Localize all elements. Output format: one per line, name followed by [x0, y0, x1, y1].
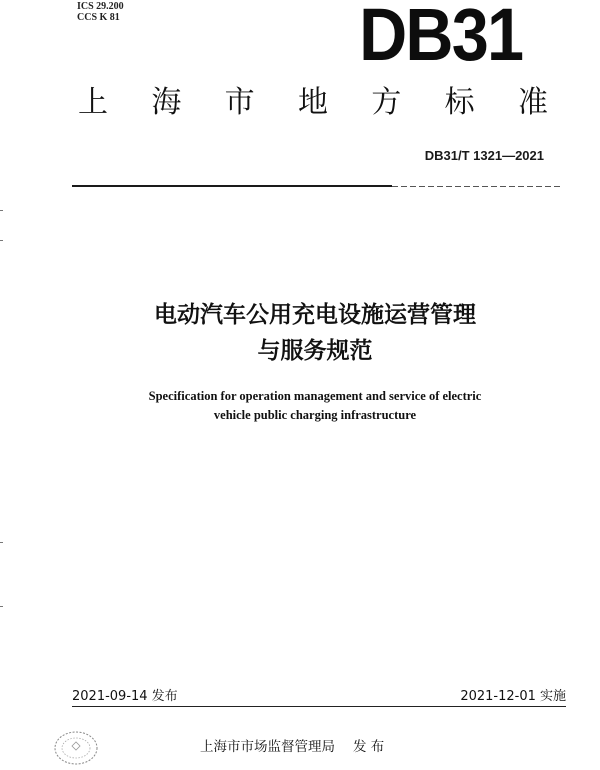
- implementation-date: 2021-12-01 实施: [460, 689, 566, 704]
- standard-type-char: 标: [444, 85, 475, 120]
- classification-codes: [77, 1, 124, 23]
- top-divider-faint: [392, 186, 560, 187]
- issue-date: 2021-09-14 发布: [72, 689, 178, 704]
- issuer-line: [200, 735, 384, 755]
- standard-type-char: 准: [517, 85, 548, 120]
- chinese-title: [0, 297, 600, 369]
- standard-type-char: 市: [224, 85, 255, 120]
- english-title: [0, 387, 600, 425]
- ccs-code: CCS K 81: [77, 12, 120, 23]
- standard-type-char: 地: [297, 85, 328, 120]
- standard-type-char: 上: [78, 85, 108, 120]
- standard-type: [78, 84, 548, 122]
- issuer-seal-icon: [52, 726, 100, 770]
- standard-type-char: 方: [371, 85, 402, 120]
- standard-number: DB31/T 1321—2021: [424, 148, 544, 163]
- scan-edge-mark: [0, 542, 3, 543]
- scan-edge-mark: [0, 210, 3, 211]
- scan-edge-mark: [0, 240, 3, 241]
- top-divider: [72, 185, 392, 187]
- standard-type-char: 海: [151, 85, 182, 120]
- scan-edge-mark: [0, 606, 3, 607]
- issuer-name: 上海市市场监督管理局: [200, 739, 335, 755]
- ics-code: ICS 29.200: [77, 1, 124, 12]
- english-title-line-1: Specification for operation management and service of electric: [148, 389, 482, 403]
- issue-word: 发 布: [353, 739, 385, 755]
- standard-logo: DB31: [358, 0, 522, 76]
- bottom-divider: [72, 706, 566, 707]
- english-title-line-2: vehicle public charging infrastructure: [213, 408, 417, 422]
- chinese-title-line-2: 与服务规范: [257, 338, 373, 364]
- chinese-title-line-1: 电动汽车公用充电设施运营管理: [154, 302, 476, 328]
